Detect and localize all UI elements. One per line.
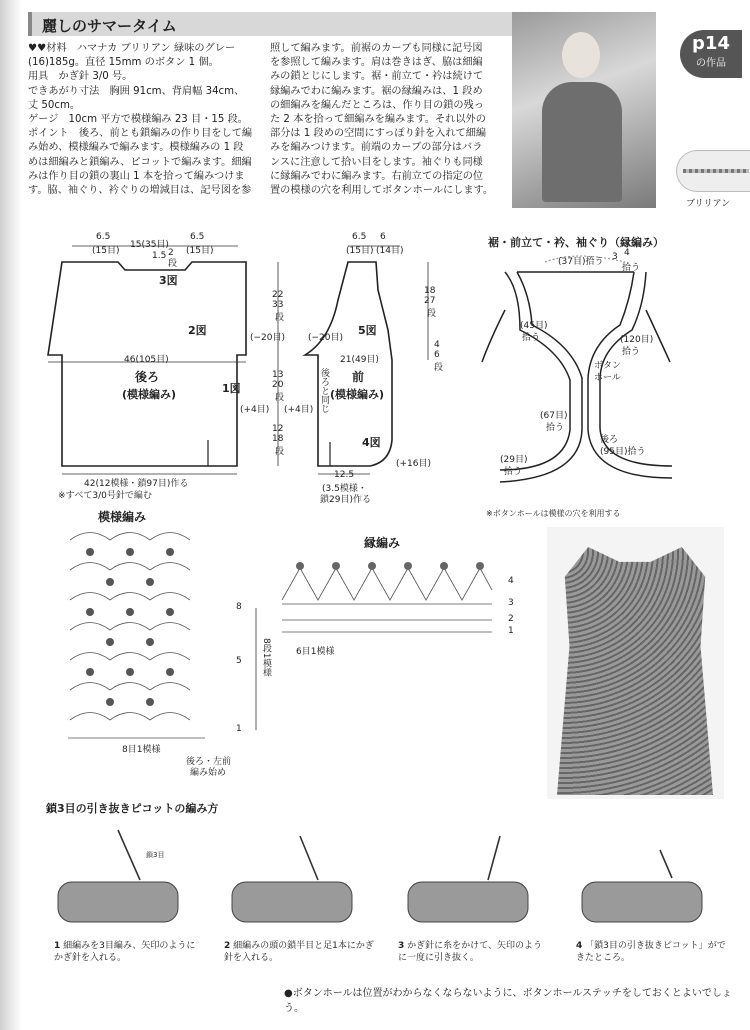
front-r6: 段 <box>434 363 444 373</box>
front-dec: (−20目) <box>308 333 344 343</box>
intro-line: ♥♥材料 ハマナカ ブリリアン 緑味のグレー <box>28 43 236 54</box>
page-title: 麗しのサマータイム <box>42 17 177 35</box>
edging-l13: (95目)拾う <box>600 447 646 457</box>
pattern-chart-grid <box>68 533 205 739</box>
front-r3: 段 <box>427 309 437 319</box>
back-name: 後ろ <box>135 370 160 384</box>
intro-line: みは作り目の鎖の裏山 1 本を拾って編みつけま <box>28 170 245 182</box>
edging-l7: ホール <box>594 373 621 383</box>
back-dim-neck: 15(35目) <box>130 240 169 250</box>
edge-row-1: 1 <box>508 626 514 636</box>
intro-line: 縁編みでわに編みます。裾の縁編みは、1 段め <box>270 85 483 97</box>
edge-chart-picots <box>296 562 484 570</box>
back-note: ※すべて3/0号針で編む <box>58 491 152 501</box>
front-width: 21(49目) <box>340 355 379 365</box>
front-dim-b: 6 <box>380 232 386 242</box>
side-a3: 段 <box>275 313 285 323</box>
back-pattern: (模様編み) <box>122 388 177 401</box>
intro-line: み始め、模様編みで編みます。模様編みの 1 段 <box>28 142 244 154</box>
intro-line: 用具 かぎ針 3/0 号。 <box>28 71 133 83</box>
edge-row-2: 2 <box>508 614 514 624</box>
garment-photo <box>547 527 724 799</box>
back-bottom: 42(12模様・鎖97目)作る <box>84 479 189 489</box>
back-fig3: 3図 <box>159 274 178 287</box>
front-fig4: 4図 <box>362 436 381 449</box>
intro-line: の細編みを編んだところは、作り目の鎖の残っ <box>270 99 484 111</box>
edging-note: ※ボタンホールは模様の穴を利用する <box>486 509 621 518</box>
back-fig2: 2図 <box>188 324 207 337</box>
intro-line: みを編みつけます。前端のカーブの部分はバラ <box>270 142 483 154</box>
intro-line: ゲージ 10cm 平方で模様編み 23 目・15 段。 <box>28 114 248 126</box>
intro-line: (16)185g。直径 15mm のボタン 1 個。 <box>28 57 219 69</box>
edging-l14: (29目) <box>500 455 528 465</box>
edge-chart-title: 縁編み <box>364 536 401 550</box>
back-inc: (+4目) <box>240 405 270 415</box>
pattern-row-5: 5 <box>236 656 242 666</box>
pattern-repeat: 8目1模様 <box>122 745 161 755</box>
yarn-swatch-label: ブリリアン <box>686 199 731 209</box>
edging-l10: (67目) <box>540 411 568 421</box>
picot-chain-label: 鎖3目 <box>146 851 165 859</box>
back-fig1: 1図 <box>222 382 241 395</box>
badge-works: の作品 <box>696 58 726 69</box>
edge-chart <box>282 568 492 632</box>
pattern-row-8: 8 <box>236 602 242 612</box>
picot-title: 鎖3目の引き抜きピコットの編み方 <box>46 802 219 815</box>
intro-line: ンスに注意して拾い目をします。袖ぐりも同様 <box>270 156 483 168</box>
back-dim-shoulder-l: 6.5 <box>96 232 111 242</box>
picot-step-2: 2 細編みの頭の鎖半目と足1本にかぎ針を入れる。 <box>224 941 374 963</box>
side-a: 22 <box>272 290 284 300</box>
intro-line: す。脇、袖ぐり、衿ぐりの増減目は、記号図を参 <box>28 185 252 197</box>
front-bottom3: 鎖29目)作る <box>320 495 371 505</box>
intro-line: 部分は 1 段めの空間にすっぽり針を入れて細編 <box>270 128 487 140</box>
front-bottom2: (3.5模様・ <box>322 484 367 494</box>
side-b3: 段 <box>275 393 285 403</box>
side-c: 12 <box>272 424 284 434</box>
pattern-start-2: 編み始め <box>190 768 227 778</box>
intro-line: 丈 50cm。 <box>28 99 81 111</box>
edging-l12: 後ろ <box>600 435 619 445</box>
edging-l4: (45目) <box>520 321 548 331</box>
edge-row-4: 4 <box>508 576 514 586</box>
front-fig5: 5図 <box>358 324 377 337</box>
edging-l3: 拾う <box>622 263 641 273</box>
picot-step-1: 1 細編みを3目編み、矢印のようにかぎ針を入れる。 <box>54 941 196 963</box>
intro-line: できあがり寸法 胸囲 91cm、背肩幅 34cm、 <box>28 85 245 97</box>
edging-l1: 3 <box>612 252 618 262</box>
edging-l8: (120目) <box>620 335 654 345</box>
side-inc: (+4目) <box>284 405 314 415</box>
back-dim-shoulder-r-st: (15目) <box>186 246 214 256</box>
intro-line: を参照して編みます。肩は巻きはぎ、脇は細編 <box>270 57 483 69</box>
edging-l2: 4 <box>624 248 630 258</box>
side-b: 13 <box>272 370 284 380</box>
pattern-start-1: 後ろ・左前 <box>186 757 232 767</box>
side-c2: 18 <box>272 434 284 444</box>
badge-page: p14 <box>692 33 730 54</box>
edge-row-3: 3 <box>508 598 514 608</box>
side-a2: 33 <box>272 300 284 310</box>
intro-line: た 2 本を拾って細編みを編みます。それ以外の <box>270 114 486 126</box>
front-r1: 18 <box>424 286 436 296</box>
front-pattern: (模様編み) <box>330 388 385 401</box>
back-dim-shoulder-r: 6.5 <box>190 232 205 242</box>
back-width: 46(105目) <box>124 355 169 365</box>
pattern-chart-title: 模様編み <box>98 510 147 524</box>
side-b2: 20 <box>272 380 284 390</box>
back-dec: (−20目) <box>250 333 286 343</box>
back-neck-depth: 1.5 <box>152 251 167 261</box>
front-bottom1: 12.5 <box>334 470 355 480</box>
edging-l9: 拾う <box>622 347 641 357</box>
picot-step-swatches <box>58 882 702 922</box>
side-c3: 段 <box>275 447 285 457</box>
garment-knit <box>557 547 713 795</box>
back-neck-rows: 2 <box>168 248 174 258</box>
front-side-text: 後ろと同じ <box>319 368 329 413</box>
picot-step-4: 4 「鎖3目の引き抜きピコット」ができたところ。 <box>576 941 726 963</box>
edging-l15: 拾う <box>504 467 523 477</box>
edge-repeat: 6目1模様 <box>296 647 335 657</box>
back-neck-rows-unit: 段 <box>168 259 178 269</box>
front-name: 前 <box>352 370 365 384</box>
intro-line: に縁編みでわに編みます。右前立ての指定の位 <box>270 170 484 182</box>
intro-line: ポイント 後ろ、前とも鎖編みの作り目をして編 <box>28 128 253 140</box>
picot-step-3: 3 かぎ針に糸をかけて、矢印のように一度に引き抜く。 <box>398 941 542 963</box>
front-inc: (+16目) <box>396 459 432 469</box>
intro-line: みの鎖とじにします。裾・前立て・衿は続けて <box>270 71 484 83</box>
intro-line: めは細編みと鎖編み、ピコットで編みます。細編 <box>28 156 252 168</box>
intro-line: 置の模様の穴を利用してボタンホールにします。 <box>270 185 494 197</box>
pattern-row-1: 1 <box>236 724 242 734</box>
back-dim-shoulder-l-st: (15目) <box>92 246 120 256</box>
front-r5: 6 <box>434 350 440 360</box>
edging-l5: 拾う <box>522 333 541 343</box>
edging-l0: (37目)拾う <box>558 257 604 267</box>
intro-line: 照して編みます。前裾のカーブも同様に記号図 <box>270 43 483 54</box>
edging-title: 裾・前立て・衿、袖ぐり（縁編み） <box>488 236 664 249</box>
front-r2: 27 <box>424 296 436 306</box>
front-r4: 4 <box>434 340 440 350</box>
edging-l11: 拾う <box>546 423 565 433</box>
front-dim-b-st: (14目) <box>376 246 404 256</box>
pattern-side: 8段1模様 <box>261 638 271 677</box>
picot-hooks <box>118 830 672 880</box>
edging-l6: ボタン <box>594 361 622 371</box>
front-dim-a-st: (15目) <box>346 246 374 256</box>
front-dim-a: 6.5 <box>352 232 367 242</box>
footnote: ●ボタンホールは位置がわからなくならないように、ボタンホールステッチをしておくとよいでしょう。 <box>284 988 732 1014</box>
